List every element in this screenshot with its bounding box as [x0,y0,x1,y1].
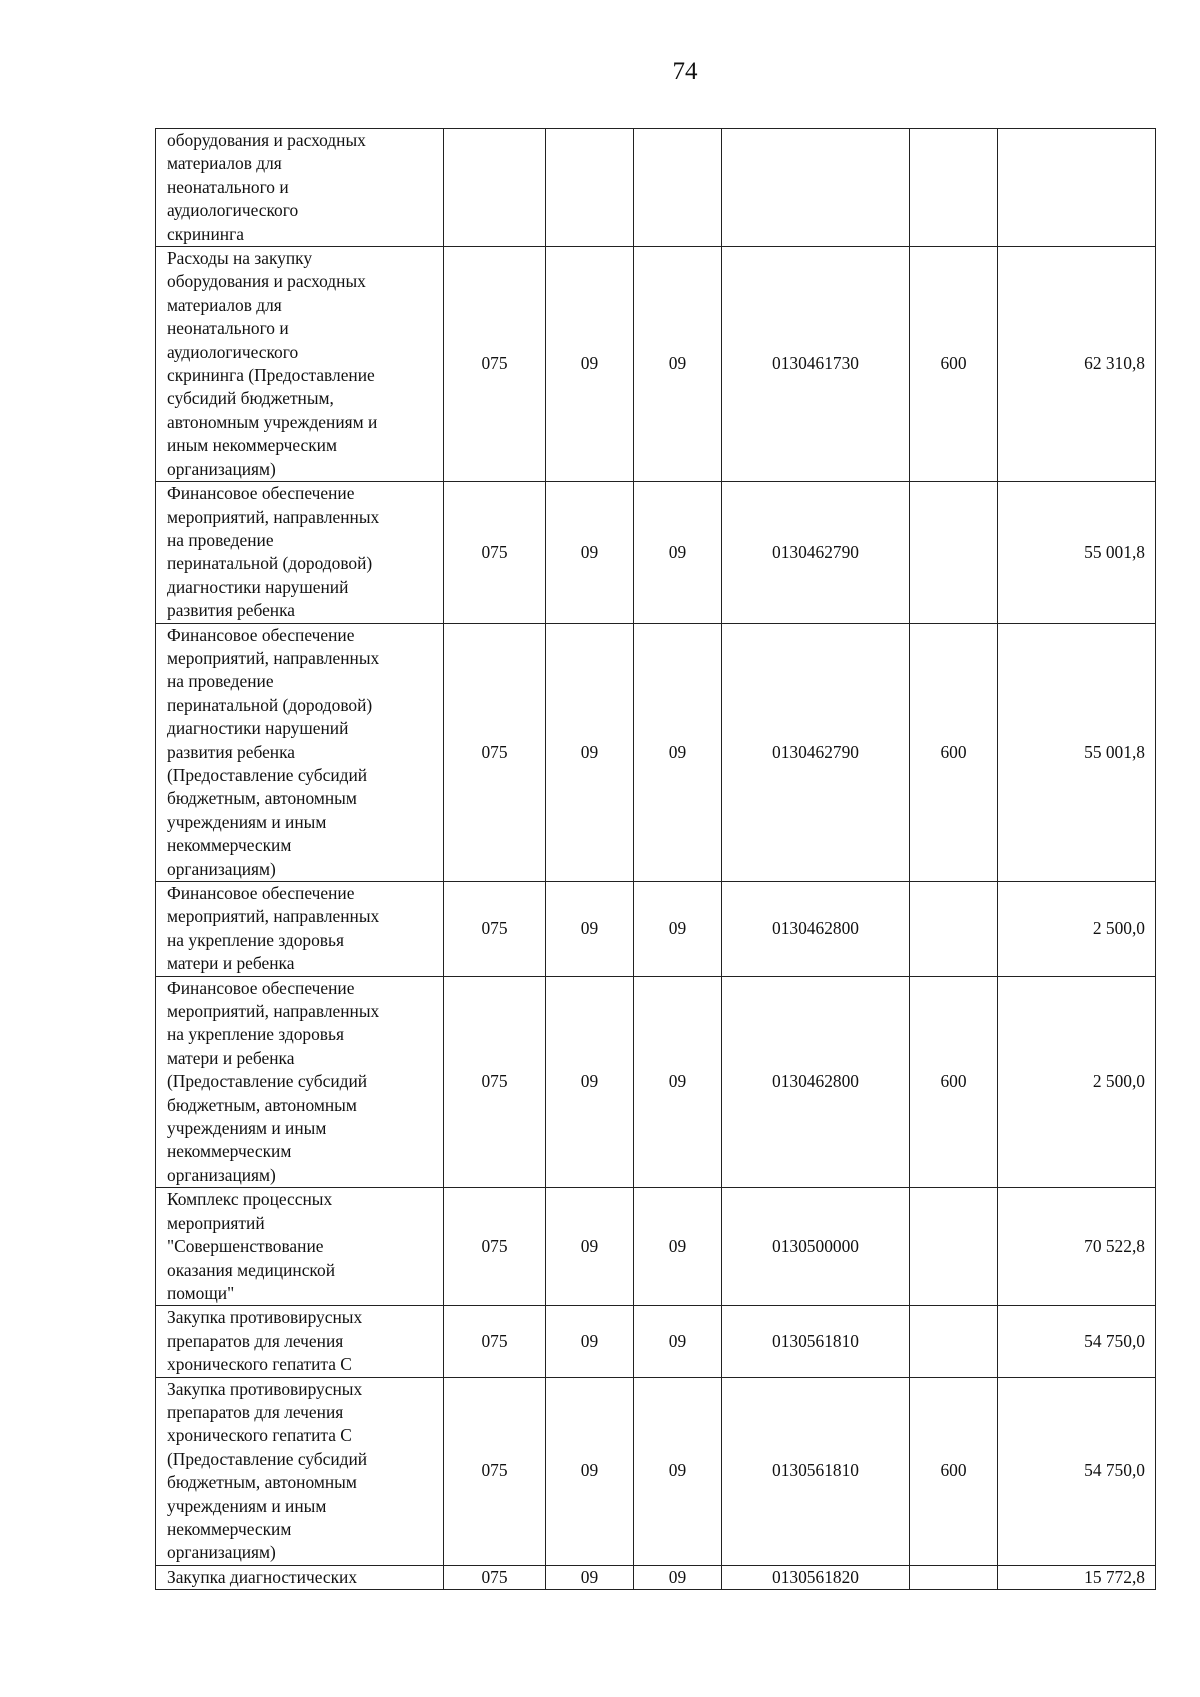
table-row [156,247,1156,482]
row-target: 0130462800 [722,976,910,1188]
row-subsection: 09 [634,1565,722,1589]
row-type [910,1565,998,1589]
table-row [156,882,1156,977]
row-amount: 70 522,8 [998,1188,1156,1306]
row-ministry: 075 [444,1565,546,1589]
row-section: 09 [546,1188,634,1306]
row-subsection: 09 [634,1377,722,1565]
row-ministry [444,129,546,247]
row-ministry: 075 [444,1377,546,1565]
row-name: Закупка противовирусных препаратов для лечения хронического гепатита С [156,1306,444,1377]
row-target: 0130561820 [722,1565,910,1589]
row-ministry: 075 [444,1188,546,1306]
row-subsection: 09 [634,1188,722,1306]
row-ministry: 075 [444,623,546,881]
row-amount: 2 500,0 [998,976,1156,1188]
row-name: оборудования и расходных материалов для неонатального и аудиологического скрининга [156,129,444,247]
row-ministry: 075 [444,882,546,977]
row-subsection: 09 [634,976,722,1188]
row-subsection [634,129,722,247]
table-row [156,1565,1156,1589]
row-section: 09 [546,1306,634,1377]
row-amount: 15 772,8 [998,1565,1156,1589]
row-section: 09 [546,976,634,1188]
row-subsection: 09 [634,482,722,623]
row-section: 09 [546,623,634,881]
row-target: 0130462790 [722,482,910,623]
row-amount [998,129,1156,247]
table-row [156,129,1156,247]
row-subsection: 09 [634,1306,722,1377]
row-target: 0130561810 [722,1306,910,1377]
table-row [156,623,1156,881]
row-type [910,129,998,247]
page-number: 74 [672,58,698,85]
row-subsection: 09 [634,623,722,881]
row-type [910,1306,998,1377]
row-target: 0130561810 [722,1377,910,1565]
row-section: 09 [546,482,634,623]
row-type [910,1188,998,1306]
row-target: 0130462800 [722,882,910,977]
row-amount: 2 500,0 [998,882,1156,977]
table-row [156,976,1156,1188]
row-section: 09 [546,247,634,482]
row-name: Финансовое обеспечение мероприятий, направленных на укрепление здоровья матери и ребенка (Предоставление субсидий бюджетным, автономным учреждениям и иным некоммерческим организациям) [156,976,444,1188]
table-row [156,1306,1156,1377]
row-amount: 62 310,8 [998,247,1156,482]
row-type [910,882,998,977]
row-name: Финансовое обеспечение мероприятий, направленных на укрепление здоровья матери и ребенка [156,882,444,977]
row-subsection: 09 [634,882,722,977]
row-name: Закупка противовирусных препаратов для лечения хронического гепатита С (Предоставление субсидий бюджетным, автономным учреждениям и иным некоммерческим организациям) [156,1377,444,1565]
row-amount: 54 750,0 [998,1306,1156,1377]
row-ministry: 075 [444,976,546,1188]
table-row [156,1188,1156,1306]
row-section [546,129,634,247]
row-type: 600 [910,1377,998,1565]
row-name: Закупка диагностических [156,1565,444,1589]
row-type: 600 [910,623,998,881]
row-name: Финансовое обеспечение мероприятий, направленных на проведение перинатальной (дородовой) диагностики нарушений развития ребенка (Предоставление субсидий бюджетным, автономным учреждениям и иным некоммерческим организациям) [156,623,444,881]
row-type: 600 [910,247,998,482]
row-section: 09 [546,1565,634,1589]
row-amount: 54 750,0 [998,1377,1156,1565]
row-subsection: 09 [634,247,722,482]
row-name: Комплекс процессных мероприятий "Совершенствование оказания медицинской помощи" [156,1188,444,1306]
row-ministry: 075 [444,247,546,482]
row-target: 0130462790 [722,623,910,881]
table-row [156,1377,1156,1565]
row-ministry: 075 [444,482,546,623]
row-amount: 55 001,8 [998,482,1156,623]
row-type [910,482,998,623]
budget-table [155,128,1156,1590]
row-section: 09 [546,882,634,977]
row-section: 09 [546,1377,634,1565]
row-target [722,129,910,247]
row-target: 0130500000 [722,1188,910,1306]
row-amount: 55 001,8 [998,623,1156,881]
row-name: Расходы на закупку оборудования и расходных материалов для неонатального и аудиологического скрининга (Предоставление субсидий бюджетным, автономным учреждениям и иным некоммерческим организациям) [156,247,444,482]
row-name: Финансовое обеспечение мероприятий, направленных на проведение перинатальной (дородовой) диагностики нарушений развития ребенка [156,482,444,623]
table-row [156,482,1156,623]
row-target: 0130461730 [722,247,910,482]
row-type: 600 [910,976,998,1188]
row-ministry: 075 [444,1306,546,1377]
